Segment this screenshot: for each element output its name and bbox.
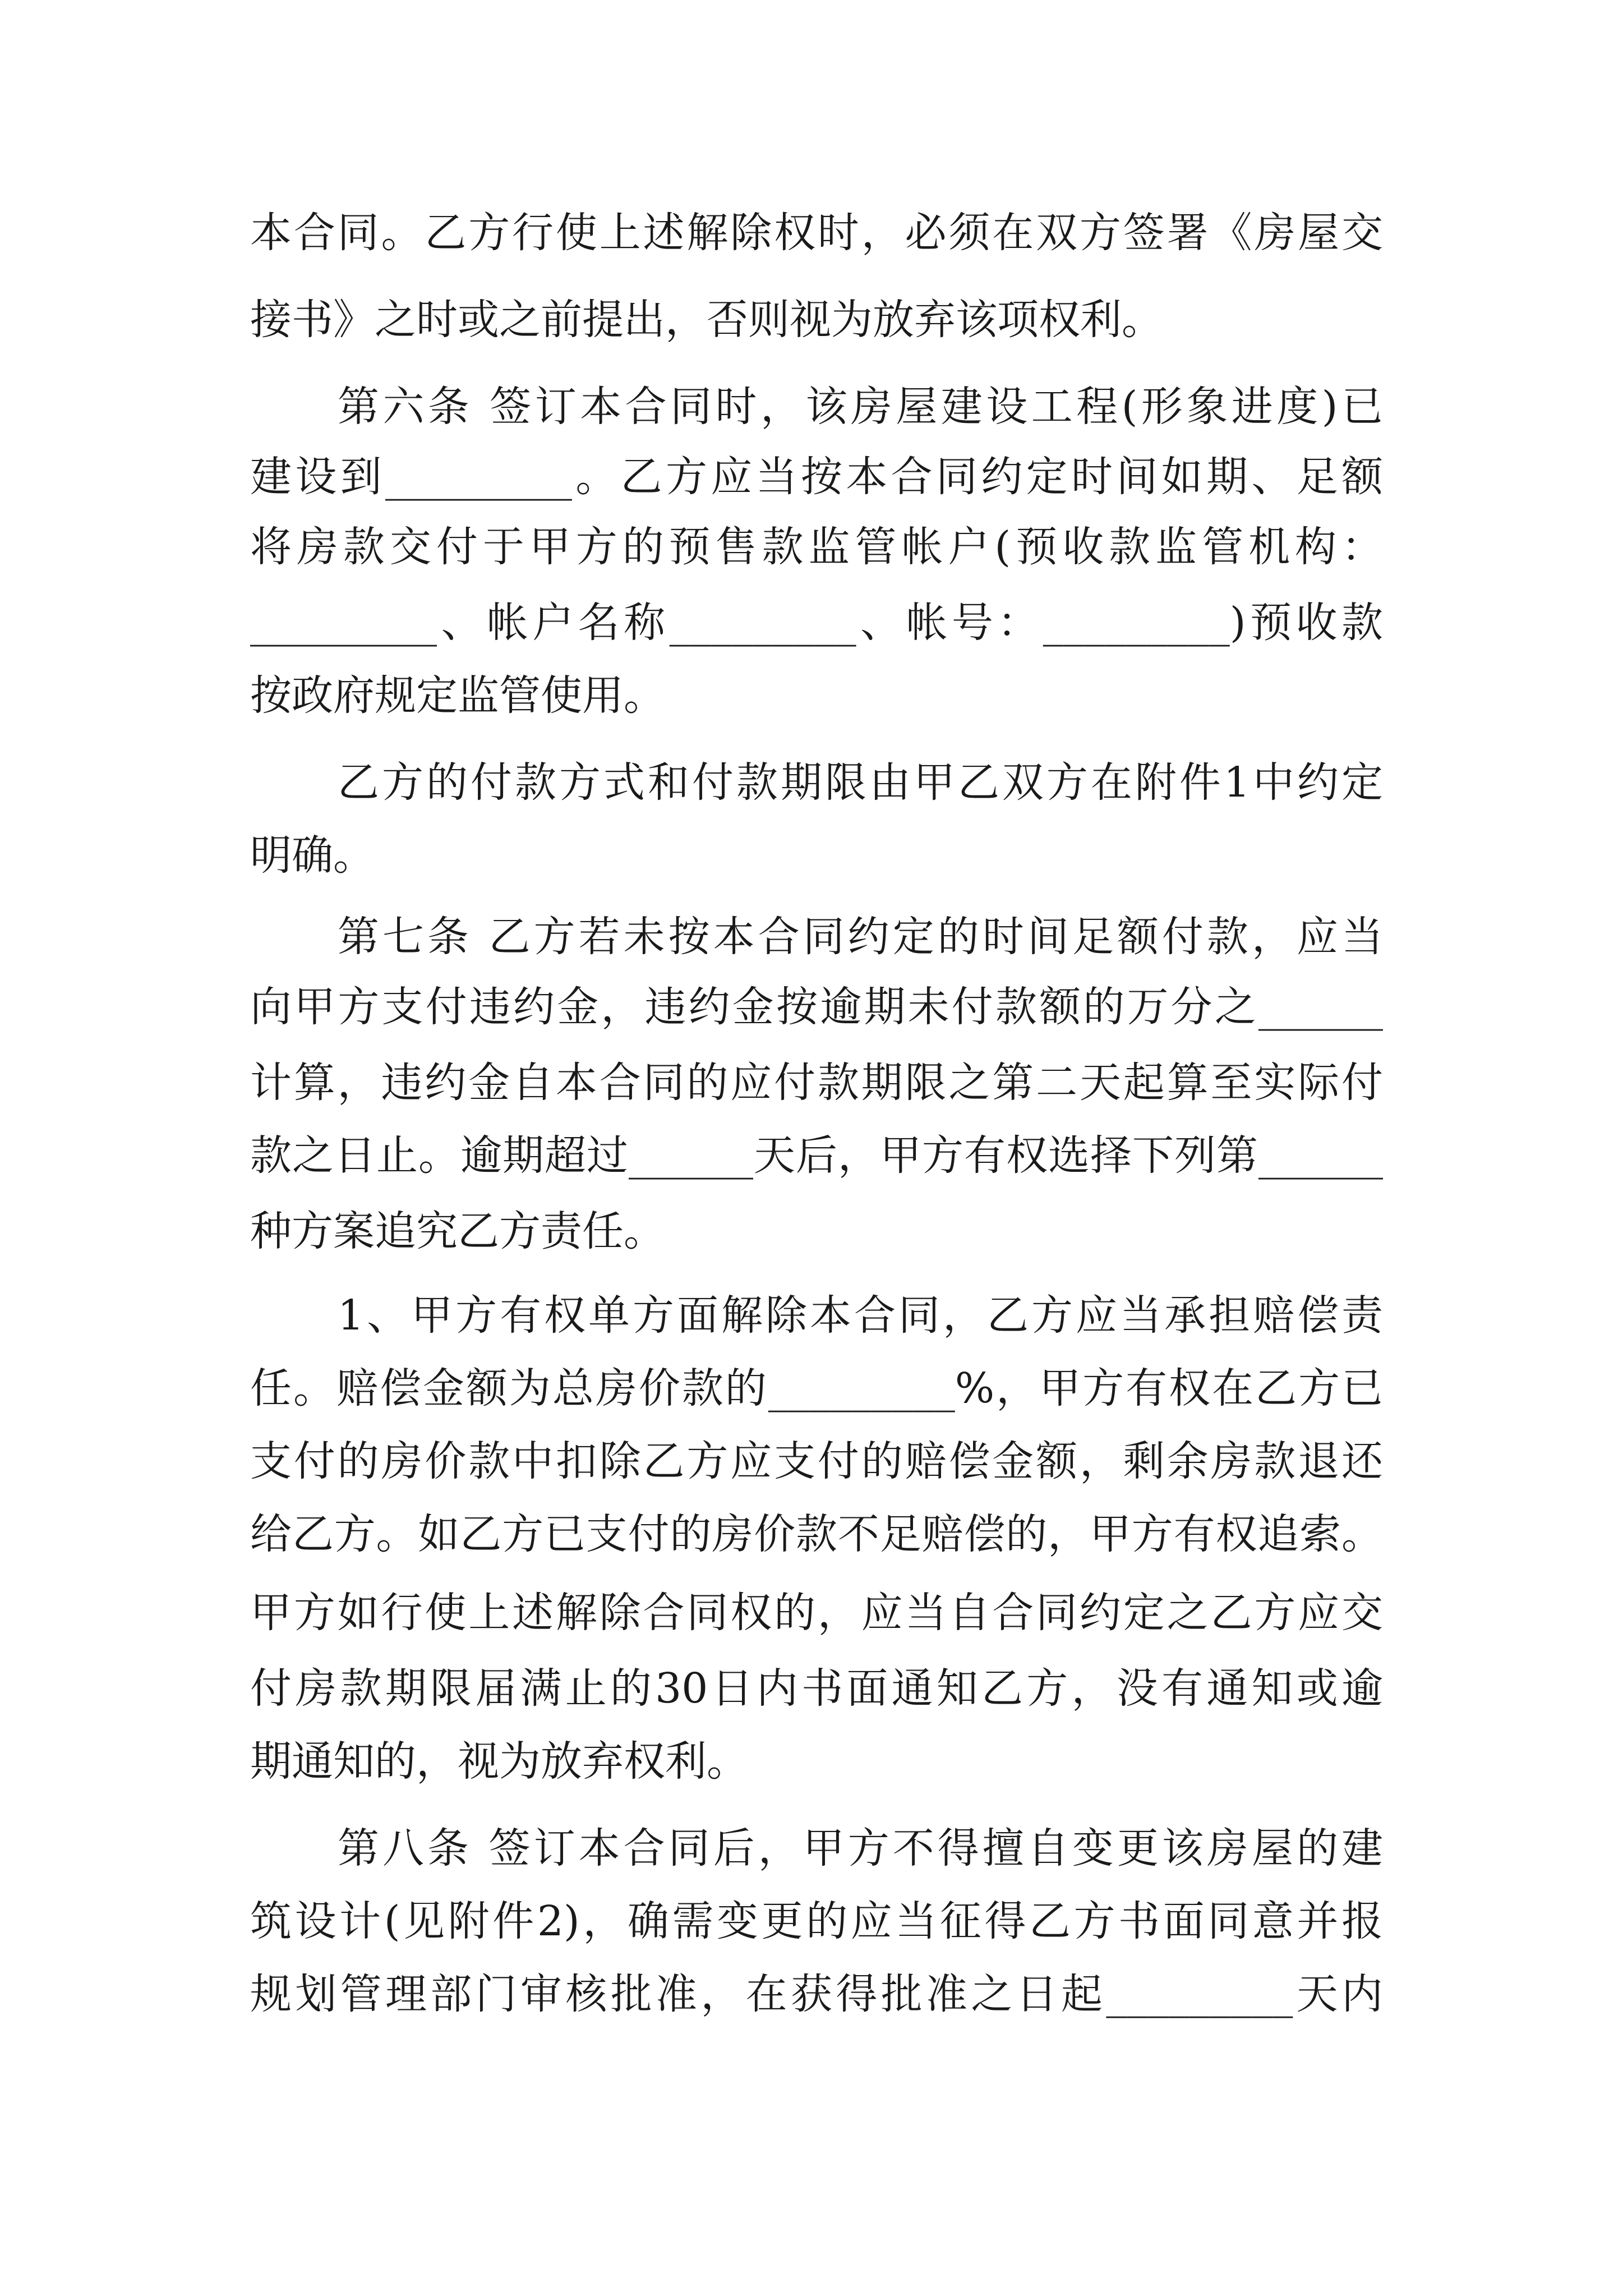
text-line: 建设到_________。乙方应当按本合同约定时间如期、足额 <box>250 453 1383 501</box>
text-line: 按政府规定监管使用。 <box>250 671 665 720</box>
text-line: 支付的房价款中扣除乙方应支付的赔偿金额，剩余房款退还 <box>250 1437 1383 1485</box>
text-line: 将房款交付于甲方的预售款监管帐户(预收款监管机构： <box>250 523 1383 571</box>
text-line: 种方案追究乙方责任。 <box>250 1207 665 1255</box>
text-line: 计算，违约金自本合同的应付款期限之第二天起算至实际付 <box>250 1059 1383 1107</box>
text-line: 第六条 签订本合同时，该房屋建设工程(形象进度)已 <box>338 383 1383 431</box>
text-line: 第七条 乙方若未按本合同约定的时间足额付款，应当 <box>338 913 1383 961</box>
text-line: 第八条 签订本合同后，甲方不得擅自变更该房屋的建 <box>338 1824 1383 1872</box>
text-line: _________、帐户名称_________、帐号：_________)预收款 <box>250 599 1383 647</box>
text-line: 筑设计(见附件2)，确需变更的应当征得乙方书面同意并报 <box>250 1897 1383 1945</box>
text-line: 款之日止。逾期超过______天后，甲方有权选择下列第______ <box>250 1131 1383 1180</box>
text-line: 明确。 <box>250 831 375 880</box>
text-line: 乙方的付款方式和付款期限由甲乙双方在附件1中约定 <box>338 758 1383 807</box>
text-line: 接书》之时或之前提出，否则视为放弃该项权利。 <box>250 296 1163 344</box>
text-line: 向甲方支付违约金，违约金按逾期未付款额的万分之______ <box>250 983 1383 1031</box>
text-line: 期通知的，视为放弃权利。 <box>250 1737 748 1786</box>
text-line: 1、甲方有权单方面解除本合同，乙方应当承担赔偿责 <box>338 1291 1383 1340</box>
text-line: 付房款期限届满止的30日内书面通知乙方，没有通知或逾 <box>250 1664 1383 1713</box>
text-line: 规划管理部门审核批准，在获得批准之日起_________天内 <box>250 1970 1383 2018</box>
text-line: 本合同。乙方行使上述解除权时，必须在双方签署《房屋交 <box>250 209 1383 257</box>
text-line: 任。赔偿金额为总房价款的_________%，甲方有权在乙方已 <box>250 1364 1383 1412</box>
text-line: 甲方如行使上述解除合同权的，应当自合同约定之乙方应交 <box>250 1589 1383 1637</box>
text-line: 给乙方。如乙方已支付的房价款不足赔偿的，甲方有权追索。 <box>250 1510 1383 1558</box>
